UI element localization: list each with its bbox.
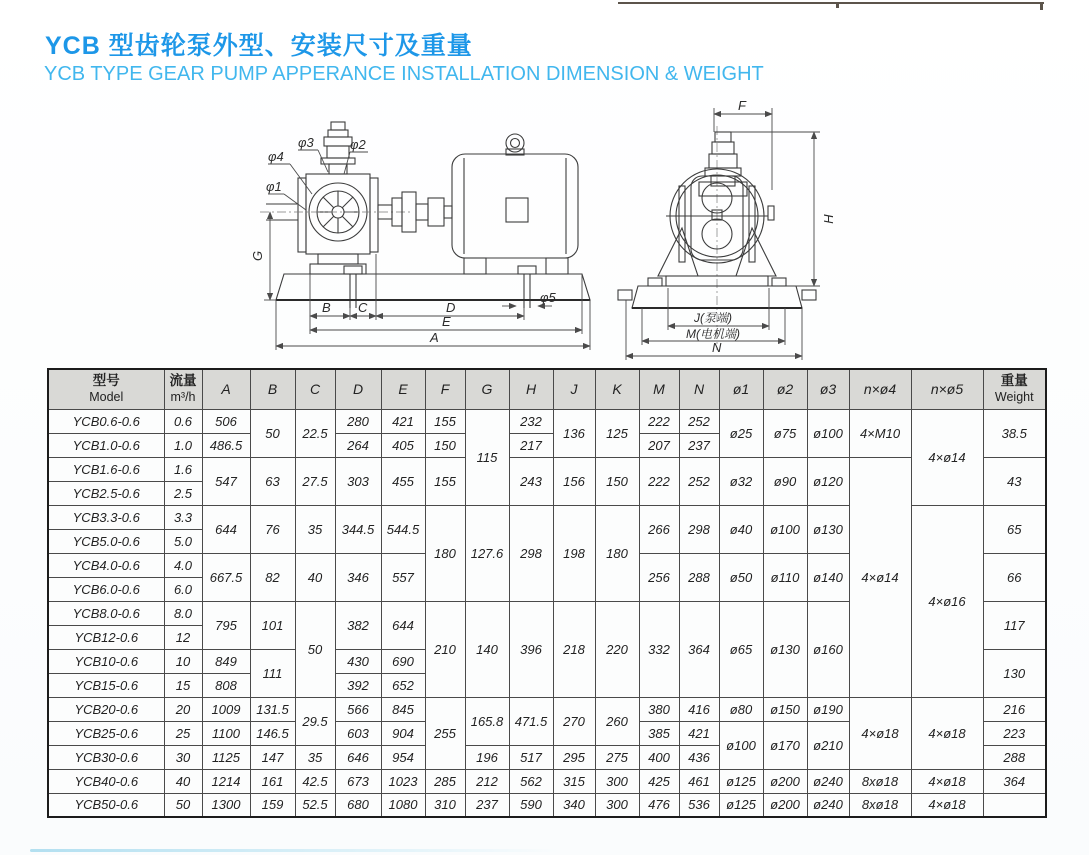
table-cell: 243: [509, 457, 553, 505]
table-cell: YCB50-0.6: [48, 793, 164, 817]
table-cell: 476: [639, 793, 679, 817]
table-header-row: [48, 369, 1046, 409]
table-cell: 1.6: [164, 457, 202, 481]
table-cell: 954: [381, 745, 425, 769]
table-cell: ø100: [763, 505, 807, 553]
dimension-table: [47, 368, 1047, 818]
table-cell: ø140: [807, 553, 849, 601]
table-cell: ø200: [763, 793, 807, 817]
table-cell: 8.0: [164, 601, 202, 625]
table-cell: 380: [639, 697, 679, 721]
model-header-zh: 型号: [92, 373, 120, 388]
table-cell: 566: [335, 697, 381, 721]
table-cell: 1080: [381, 793, 425, 817]
table-cell: 644: [381, 601, 425, 649]
table-cell: 127.6: [465, 505, 509, 601]
table-cell: 4×ø14: [911, 409, 983, 505]
col-header-weight: [983, 369, 1046, 409]
motor: [452, 134, 578, 274]
table-cell: 506: [202, 409, 250, 433]
col-header-nd5: n×ø5: [911, 369, 983, 409]
col-header-d2: ø2: [763, 369, 807, 409]
table-cell: YCB25-0.6: [48, 721, 164, 745]
table-cell: 315: [553, 769, 595, 793]
table-cell: 300: [595, 793, 639, 817]
table-cell: 904: [381, 721, 425, 745]
table-cell: 217: [509, 433, 553, 457]
table-cell: ø25: [719, 409, 763, 457]
table-cell: 40: [295, 553, 335, 601]
table-cell: 382: [335, 601, 381, 649]
table-cell: 667.5: [202, 553, 250, 601]
table-cell: 159: [250, 793, 295, 817]
table-cell: ø200: [763, 769, 807, 793]
table-cell: 196: [465, 745, 509, 769]
table-cell: 52.5: [295, 793, 335, 817]
table-cell: 547: [202, 457, 250, 505]
table-cell: 125: [595, 409, 639, 457]
col-header-N: N: [679, 369, 719, 409]
table-cell: ø125: [719, 793, 763, 817]
table-cell: 344.5: [335, 505, 381, 553]
table-cell: 66: [983, 553, 1046, 601]
table-cell: ø130: [763, 601, 807, 697]
table-cell: 603: [335, 721, 381, 745]
table-cell: ø130: [807, 505, 849, 553]
table-cell: 405: [381, 433, 425, 457]
weight-header-en: Weight: [994, 389, 1034, 404]
table-cell: 4×ø16: [911, 505, 983, 697]
table-cell: ø100: [719, 721, 763, 769]
table-cell: ø150: [763, 697, 807, 721]
table-cell: ø90: [763, 457, 807, 505]
table-cell: 1214: [202, 769, 250, 793]
table-cell: ø100: [807, 409, 849, 457]
table-cell: 4×ø18: [911, 769, 983, 793]
dim-label-H: H: [821, 214, 836, 224]
table-cell: 280: [335, 409, 381, 433]
scan-artifact: [30, 849, 560, 852]
table-cell: 288: [983, 745, 1046, 769]
table-cell: 808: [202, 673, 250, 697]
table-cell: YCB20-0.6: [48, 697, 164, 721]
table-cell: 300: [595, 769, 639, 793]
table-cell: 0.6: [164, 409, 202, 433]
table-cell: 8xø18: [849, 793, 911, 817]
table-cell: 264: [335, 433, 381, 457]
table-cell: 562: [509, 769, 553, 793]
table-cell: 35: [295, 745, 335, 769]
table-cell: 364: [679, 601, 719, 697]
table-cell: YCB5.0-0.6: [48, 529, 164, 553]
dim-label-B: B: [322, 300, 331, 315]
table-cell: 210: [425, 601, 465, 697]
table-cell: 298: [509, 505, 553, 601]
col-header-model: [48, 369, 164, 409]
table-cell: 471.5: [509, 697, 553, 745]
table-cell: 340: [553, 793, 595, 817]
table-cell: 130: [983, 649, 1046, 697]
table-cell: 63: [250, 457, 295, 505]
table-cell: 43: [983, 457, 1046, 505]
table-cell: 1300: [202, 793, 250, 817]
table-cell: 430: [335, 649, 381, 673]
table-cell: 1023: [381, 769, 425, 793]
table-cell: YCB30-0.6: [48, 745, 164, 769]
pump-end-view-drawing: [602, 98, 902, 364]
dim-F: [714, 108, 772, 190]
table-cell: 165.8: [465, 697, 509, 745]
table-cell: ø210: [807, 721, 849, 769]
table-cell: 10: [164, 649, 202, 673]
table-cell: ø75: [763, 409, 807, 457]
table-cell: ø40: [719, 505, 763, 553]
table-cell: 303: [335, 457, 381, 505]
col-header-A: A: [202, 369, 250, 409]
dim-label-E: E: [442, 314, 451, 329]
table-cell: 4×ø18: [849, 697, 911, 769]
table-cell: 76: [250, 505, 295, 553]
table-cell: 131.5: [250, 697, 295, 721]
table-cell: 50: [164, 793, 202, 817]
table-cell: 150: [595, 457, 639, 505]
table-cell: 15: [164, 673, 202, 697]
dim-label-phi5: φ5: [540, 290, 556, 305]
table-cell: YCB2.5-0.6: [48, 481, 164, 505]
col-header-E: E: [381, 369, 425, 409]
table-cell: 295: [553, 745, 595, 769]
table-cell: 690: [381, 649, 425, 673]
table-cell: YCB12-0.6: [48, 625, 164, 649]
table-cell: 536: [679, 793, 719, 817]
table-cell: 3.3: [164, 505, 202, 529]
table-cell: 1009: [202, 697, 250, 721]
table-cell: ø110: [763, 553, 807, 601]
table-cell: 2.5: [164, 481, 202, 505]
table-cell: 146.5: [250, 721, 295, 745]
table-cell: 22.5: [295, 409, 335, 457]
table-cell: YCB1.0-0.6: [48, 433, 164, 457]
col-header-H: H: [509, 369, 553, 409]
table-cell: 1.0: [164, 433, 202, 457]
table-body: [48, 409, 1046, 817]
table-cell: 101: [250, 601, 295, 649]
table-cell: 29.5: [295, 697, 335, 745]
table-cell: 222: [639, 457, 679, 505]
table-cell: 111: [250, 649, 295, 697]
table-row: [48, 697, 1046, 721]
end-view-valve: [699, 132, 747, 196]
table-cell: 4×ø18: [911, 793, 983, 817]
col-header-K: K: [595, 369, 639, 409]
dim-G: [264, 212, 276, 300]
pump-housing: [266, 174, 378, 274]
table-cell: ø160: [807, 601, 849, 697]
table-cell: 252: [679, 409, 719, 433]
table-cell: 65: [983, 505, 1046, 553]
table-cell: 275: [595, 745, 639, 769]
col-header-nd4: n×ø4: [849, 369, 911, 409]
table-cell: 180: [595, 505, 639, 601]
table-cell: 486.5: [202, 433, 250, 457]
table-cell: 20: [164, 697, 202, 721]
table-cell: 795: [202, 601, 250, 649]
table-cell: 25: [164, 721, 202, 745]
table-cell: ø125: [719, 769, 763, 793]
table-cell: 220: [595, 601, 639, 697]
table-cell: 298: [679, 505, 719, 553]
table-cell: 117: [983, 601, 1046, 649]
table-cell: 237: [679, 433, 719, 457]
col-header-C: C: [295, 369, 335, 409]
dim-label-D: D: [446, 300, 456, 315]
page-title-en: YCB TYPE GEAR PUMP APPERANCE INSTALLATION DIMENSION & WEIGHT: [44, 63, 764, 85]
table-cell: 260: [595, 697, 639, 745]
table-cell: YCB0.6-0.6: [48, 409, 164, 433]
table-cell: 288: [679, 553, 719, 601]
pump-side-view-drawing: [250, 118, 615, 360]
table-cell: YCB15-0.6: [48, 673, 164, 697]
table-cell: ø80: [719, 697, 763, 721]
table-cell: 232: [509, 409, 553, 433]
table-cell: 416: [679, 697, 719, 721]
col-header-D: D: [335, 369, 381, 409]
table-cell: 1100: [202, 721, 250, 745]
table-cell: 644: [202, 505, 250, 553]
table-cell: 332: [639, 601, 679, 697]
table-cell: 646: [335, 745, 381, 769]
table-cell: 849: [202, 649, 250, 673]
dim-H: [731, 132, 820, 286]
table-cell: 557: [381, 553, 425, 601]
col-header-G: G: [465, 369, 509, 409]
table-cell: 147: [250, 745, 295, 769]
table-cell: 136: [553, 409, 595, 457]
end-view-casing: [666, 169, 774, 263]
col-header-d3: ø3: [807, 369, 849, 409]
table-cell: 1125: [202, 745, 250, 769]
table-cell: 385: [639, 721, 679, 745]
table-cell: 845: [381, 697, 425, 721]
table-cell: 212: [465, 769, 509, 793]
table-cell: 42.5: [295, 769, 335, 793]
col-header-flow: [164, 369, 202, 409]
table-cell: 6.0: [164, 577, 202, 601]
col-header-B: B: [250, 369, 295, 409]
table-cell: 673: [335, 769, 381, 793]
scan-edge-tick: [1040, 2, 1043, 10]
col-header-M: M: [639, 369, 679, 409]
table-cell: 544.5: [381, 505, 425, 553]
table-cell: 140: [465, 601, 509, 697]
table-cell: ø32: [719, 457, 763, 505]
table-cell: [983, 793, 1046, 817]
table-cell: 155: [425, 457, 465, 505]
table-cell: 222: [639, 409, 679, 433]
dim-label-phi3: φ3: [298, 135, 314, 150]
model-header-en: Model: [89, 389, 124, 404]
col-header-d1: ø1: [719, 369, 763, 409]
table-cell: ø120: [807, 457, 849, 505]
dim-label-M: M(电机端): [686, 327, 740, 341]
table-cell: 455: [381, 457, 425, 505]
table-cell: 392: [335, 673, 381, 697]
table-cell: 5.0: [164, 529, 202, 553]
table-cell: 50: [250, 409, 295, 457]
table-row: [48, 409, 1046, 433]
table-row: [48, 769, 1046, 793]
table-cell: 255: [425, 697, 465, 769]
table-cell: 517: [509, 745, 553, 769]
table-cell: 40: [164, 769, 202, 793]
table-cell: 266: [639, 505, 679, 553]
dim-label-F: F: [738, 98, 746, 113]
table-cell: YCB10-0.6: [48, 649, 164, 673]
table-cell: 252: [679, 457, 719, 505]
coupling: [378, 192, 452, 232]
table-cell: 256: [639, 553, 679, 601]
dim-label-phi2: φ2: [350, 137, 366, 152]
table-cell: 346: [335, 553, 381, 601]
table-cell: 161: [250, 769, 295, 793]
table-cell: 425: [639, 769, 679, 793]
table-cell: YCB8.0-0.6: [48, 601, 164, 625]
table-cell: 50: [295, 601, 335, 697]
table-cell: YCB40-0.6: [48, 769, 164, 793]
table-cell: 198: [553, 505, 595, 601]
table-cell: 223: [983, 721, 1046, 745]
table-cell: 156: [553, 457, 595, 505]
table-cell: 4.0: [164, 553, 202, 577]
table-cell: 207: [639, 433, 679, 457]
table-cell: 4×ø14: [849, 457, 911, 697]
table-cell: 27.5: [295, 457, 335, 505]
table-cell: ø170: [763, 721, 807, 769]
table-cell: ø190: [807, 697, 849, 721]
table-cell: YCB3.3-0.6: [48, 505, 164, 529]
dim-label-phi4: φ4: [268, 149, 284, 164]
table-cell: 590: [509, 793, 553, 817]
weight-header-zh: 重量: [1000, 373, 1028, 388]
table-cell: 216: [983, 697, 1046, 721]
table-cell: 8xø18: [849, 769, 911, 793]
table-cell: 4×M10: [849, 409, 911, 457]
table-cell: 421: [381, 409, 425, 433]
table-row: [48, 793, 1046, 817]
scan-edge-line: [618, 2, 1044, 4]
table-cell: 115: [465, 409, 509, 505]
table-cell: 155: [425, 409, 465, 433]
table-cell: 461: [679, 769, 719, 793]
col-header-F: F: [425, 369, 465, 409]
table-cell: 12: [164, 625, 202, 649]
table-cell: 400: [639, 745, 679, 769]
table-cell: 82: [250, 553, 295, 601]
dim-label-G: G: [250, 250, 265, 261]
dim-label-N: N: [712, 340, 722, 355]
table-cell: 4×ø18: [911, 697, 983, 769]
table-cell: ø240: [807, 793, 849, 817]
table-row: [48, 457, 1046, 481]
table-cell: ø65: [719, 601, 763, 697]
table-cell: 30: [164, 745, 202, 769]
table-cell: 310: [425, 793, 465, 817]
table-cell: 421: [679, 721, 719, 745]
table-cell: 237: [465, 793, 509, 817]
table-cell: 180: [425, 505, 465, 601]
table-cell: 436: [679, 745, 719, 769]
table-cell: ø50: [719, 553, 763, 601]
table-cell: 680: [335, 793, 381, 817]
table-cell: 285: [425, 769, 465, 793]
dim-label-A: A: [430, 330, 439, 345]
table-cell: YCB1.6-0.6: [48, 457, 164, 481]
col-header-J: J: [553, 369, 595, 409]
table-cell: 396: [509, 601, 553, 697]
table-cell: ø240: [807, 769, 849, 793]
table-cell: 150: [425, 433, 465, 457]
table-cell: 270: [553, 697, 595, 745]
table-cell: 652: [381, 673, 425, 697]
table-cell: YCB4.0-0.6: [48, 553, 164, 577]
table-cell: 218: [553, 601, 595, 697]
table-cell: 35: [295, 505, 335, 553]
dim-label-C: C: [358, 300, 368, 315]
page-title-zh: YCB 型齿轮泵外型、安装尺寸及重量: [45, 32, 473, 60]
scan-edge-tick: [836, 2, 839, 8]
table-cell: 38.5: [983, 409, 1046, 457]
table-cell: 364: [983, 769, 1046, 793]
table-cell: YCB6.0-0.6: [48, 577, 164, 601]
dim-label-phi1: φ1: [266, 179, 282, 194]
flow-header-unit: m³/h: [170, 389, 196, 404]
dim-label-J: J(泵端): [694, 311, 732, 325]
flow-header-zh: 流量: [169, 373, 197, 388]
